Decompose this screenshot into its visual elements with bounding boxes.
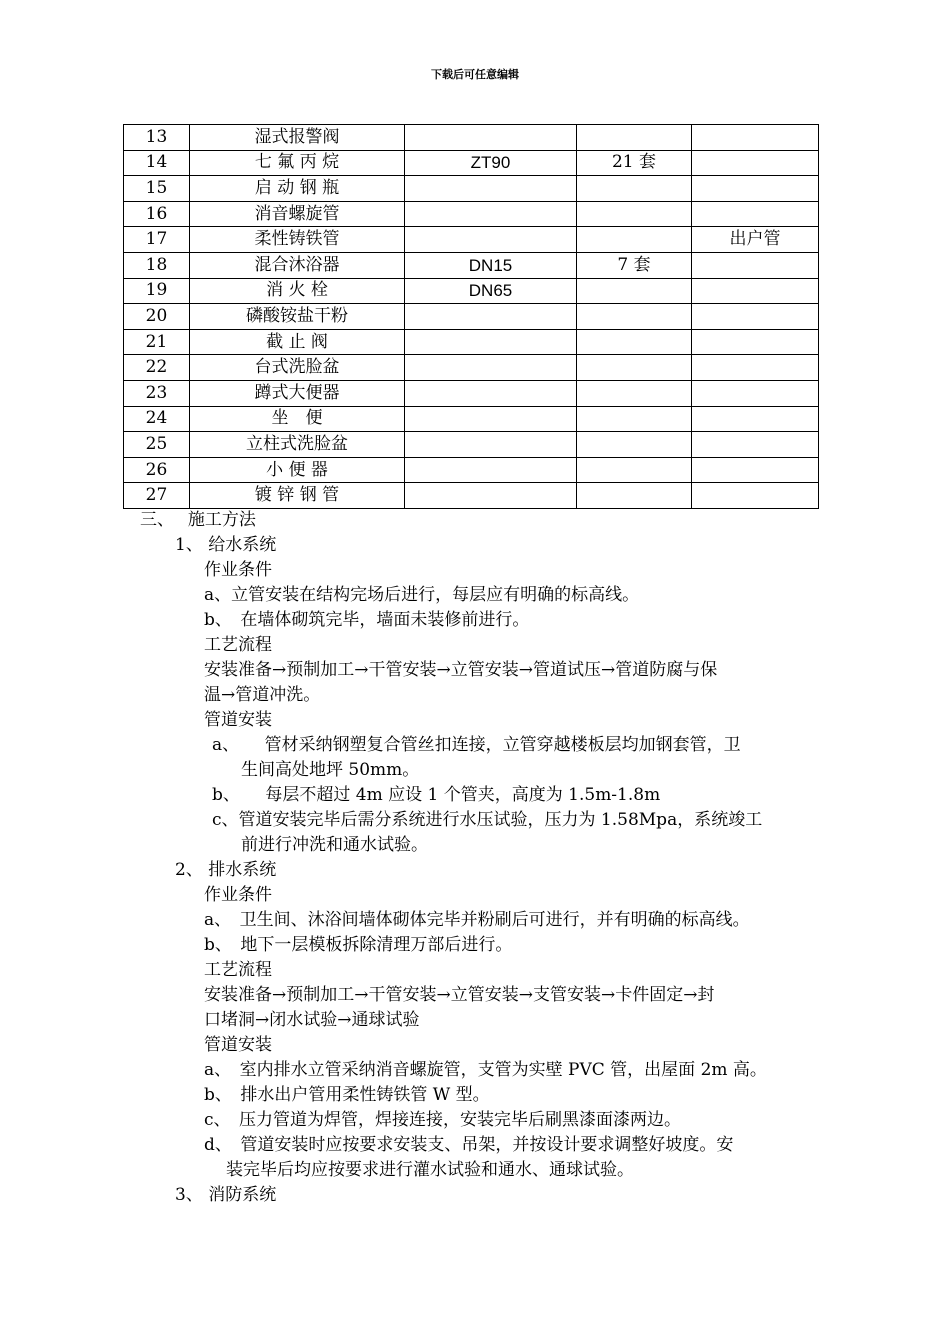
table-row — [124, 150, 819, 176]
row-number-cell: 27 — [124, 483, 190, 509]
section-heading: 三、 施工方法 — [140, 510, 256, 530]
note-cell — [692, 483, 819, 509]
note-cell — [692, 150, 819, 176]
table-row — [124, 304, 819, 330]
quantity-cell — [577, 432, 692, 458]
spec-cell — [405, 457, 577, 483]
row-number-cell: 13 — [124, 125, 190, 151]
table-row — [124, 457, 819, 483]
table-row — [124, 355, 819, 381]
quantity-cell — [577, 304, 692, 330]
spec-cell: DN65 — [405, 278, 577, 304]
note-cell — [692, 125, 819, 151]
spec-cell — [405, 125, 577, 151]
note-cell — [692, 457, 819, 483]
table-row — [124, 201, 819, 227]
paragraph-line: 生间高处地坪 50mm。 — [241, 760, 420, 780]
item-name-cell: 消 火 栓 — [190, 278, 405, 304]
paragraph-line: 装完毕后均应按要求进行灌水试验和通水、通球试验。 — [226, 1160, 634, 1180]
page-header: 下载后可任意编辑 — [431, 68, 519, 81]
paragraph-line: c、 压力管道为焊管，焊接连接，安装完毕后刷黑漆面漆两边。 — [204, 1110, 682, 1130]
spec-cell — [405, 304, 577, 330]
heading-pipe-installation: 管道安装 — [204, 710, 272, 730]
quantity-cell — [577, 176, 692, 202]
note-cell — [692, 406, 819, 432]
item-name-cell: 启 动 钢 瓶 — [190, 176, 405, 202]
paragraph-line: a、 卫生间、沐浴间墙体砌体完毕并粉刷后可进行，并有明确的标高线。 — [204, 910, 750, 930]
paragraph-line: a、 管材采纳钢塑复合管丝扣连接，立管穿越楼板层均加钢套管，卫 — [212, 735, 741, 755]
equipment-table — [123, 124, 819, 509]
paragraph-line: a、 室内排水立管采纳消音螺旋管，支管为实壁 PVC 管，出屋面 2m 高。 — [204, 1060, 767, 1080]
row-number-cell: 18 — [124, 252, 190, 278]
item-name-cell: 截 止 阀 — [190, 329, 405, 355]
note-cell — [692, 278, 819, 304]
quantity-cell — [577, 406, 692, 432]
heading-pipe-installation: 管道安装 — [204, 1035, 272, 1055]
row-number-cell: 15 — [124, 176, 190, 202]
paragraph-line: 口堵洞→闭水试验→通球试验 — [204, 1010, 420, 1030]
item-name-cell: 蹲式大便器 — [190, 380, 405, 406]
note-cell — [692, 329, 819, 355]
note-cell — [692, 176, 819, 202]
spec-cell — [405, 406, 577, 432]
quantity-cell — [577, 227, 692, 253]
note-cell: 出户管 — [692, 227, 819, 253]
item-name-cell: 镀 锌 钢 管 — [190, 483, 405, 509]
quantity-cell: 7 套 — [577, 252, 692, 278]
heading-process-flow: 工艺流程 — [204, 635, 272, 655]
item-name-cell: 七 氟 丙 烷 — [190, 150, 405, 176]
item-name-cell: 湿式报警阀 — [190, 125, 405, 151]
row-number-cell: 17 — [124, 227, 190, 253]
note-cell — [692, 355, 819, 381]
table-row — [124, 432, 819, 458]
spec-cell — [405, 329, 577, 355]
spec-cell — [405, 483, 577, 509]
note-cell — [692, 432, 819, 458]
row-number-cell: 16 — [124, 201, 190, 227]
spec-cell — [405, 176, 577, 202]
note-cell — [692, 252, 819, 278]
spec-cell — [405, 227, 577, 253]
paragraph-line: 安装准备→预制加工→干管安装→立管安装→管道试压→管道防腐与保 — [204, 660, 718, 680]
table-row — [124, 252, 819, 278]
quantity-cell — [577, 329, 692, 355]
table-row — [124, 329, 819, 355]
row-number-cell: 26 — [124, 457, 190, 483]
row-number-cell: 25 — [124, 432, 190, 458]
quantity-cell — [577, 355, 692, 381]
subsection-fire-protection: 3、 消防系统 — [175, 1185, 277, 1205]
spec-cell: ZT90 — [405, 150, 577, 176]
paragraph-line: d、 管道安装时应按要求安装支、吊架，并按设计要求调整好坡度。安 — [204, 1135, 734, 1155]
paragraph-line: b、 每层不超过 4m 应设 1 个管夹，高度为 1.5m-1.8m — [212, 785, 661, 805]
note-cell — [692, 304, 819, 330]
quantity-cell — [577, 457, 692, 483]
quantity-cell — [577, 380, 692, 406]
paragraph-line: b、 地下一层模板拆除清理万部后进行。 — [204, 935, 513, 955]
item-name-cell: 小 便 器 — [190, 457, 405, 483]
table-row — [124, 227, 819, 253]
paragraph-line: c、管道安装完毕后需分系统进行水压试验，压力为 1.58Mpa，系统竣工 — [212, 810, 763, 830]
spec-cell — [405, 432, 577, 458]
note-cell — [692, 201, 819, 227]
paragraph-line: 前进行冲洗和通水试验。 — [241, 835, 428, 855]
table-row — [124, 278, 819, 304]
heading-work-conditions: 作业条件 — [204, 885, 272, 905]
subsection-drainage: 2、 排水系统 — [175, 860, 277, 880]
paragraph-line: b、 在墙体砌筑完毕，墙面未装修前进行。 — [204, 610, 530, 630]
paragraph-line: 安装准备→预制加工→干管安装→立管安装→支管安装→卡件固定→封 — [204, 985, 715, 1005]
table-row — [124, 483, 819, 509]
heading-work-conditions: 作业条件 — [204, 560, 272, 580]
quantity-cell — [577, 278, 692, 304]
quantity-cell — [577, 125, 692, 151]
spec-cell: DN15 — [405, 252, 577, 278]
item-name-cell: 消音螺旋管 — [190, 201, 405, 227]
subsection-water-supply: 1、 给水系统 — [175, 535, 277, 555]
spec-cell — [405, 201, 577, 227]
row-number-cell: 23 — [124, 380, 190, 406]
item-name-cell: 磷酸铵盐干粉 — [190, 304, 405, 330]
table-row — [124, 406, 819, 432]
quantity-cell — [577, 483, 692, 509]
table-row — [124, 176, 819, 202]
spec-cell — [405, 355, 577, 381]
note-cell — [692, 380, 819, 406]
row-number-cell: 22 — [124, 355, 190, 381]
row-number-cell: 24 — [124, 406, 190, 432]
row-number-cell: 19 — [124, 278, 190, 304]
row-number-cell: 21 — [124, 329, 190, 355]
row-number-cell: 20 — [124, 304, 190, 330]
table-row — [124, 125, 819, 151]
spec-cell — [405, 380, 577, 406]
table-row — [124, 380, 819, 406]
paragraph-line: 温→管道冲洗。 — [204, 685, 321, 705]
item-name-cell: 立柱式洗脸盆 — [190, 432, 405, 458]
item-name-cell: 台式洗脸盆 — [190, 355, 405, 381]
quantity-cell — [577, 201, 692, 227]
item-name-cell: 混合沐浴器 — [190, 252, 405, 278]
item-name-cell: 柔性铸铁管 — [190, 227, 405, 253]
paragraph-line: b、 排水出户管用柔性铸铁管 W 型。 — [204, 1085, 490, 1105]
quantity-cell: 21 套 — [577, 150, 692, 176]
item-name-cell: 坐 便 — [190, 406, 405, 432]
paragraph-line: a、立管安装在结构完场后进行，每层应有明确的标高线。 — [204, 585, 640, 605]
heading-process-flow: 工艺流程 — [204, 960, 272, 980]
row-number-cell: 14 — [124, 150, 190, 176]
